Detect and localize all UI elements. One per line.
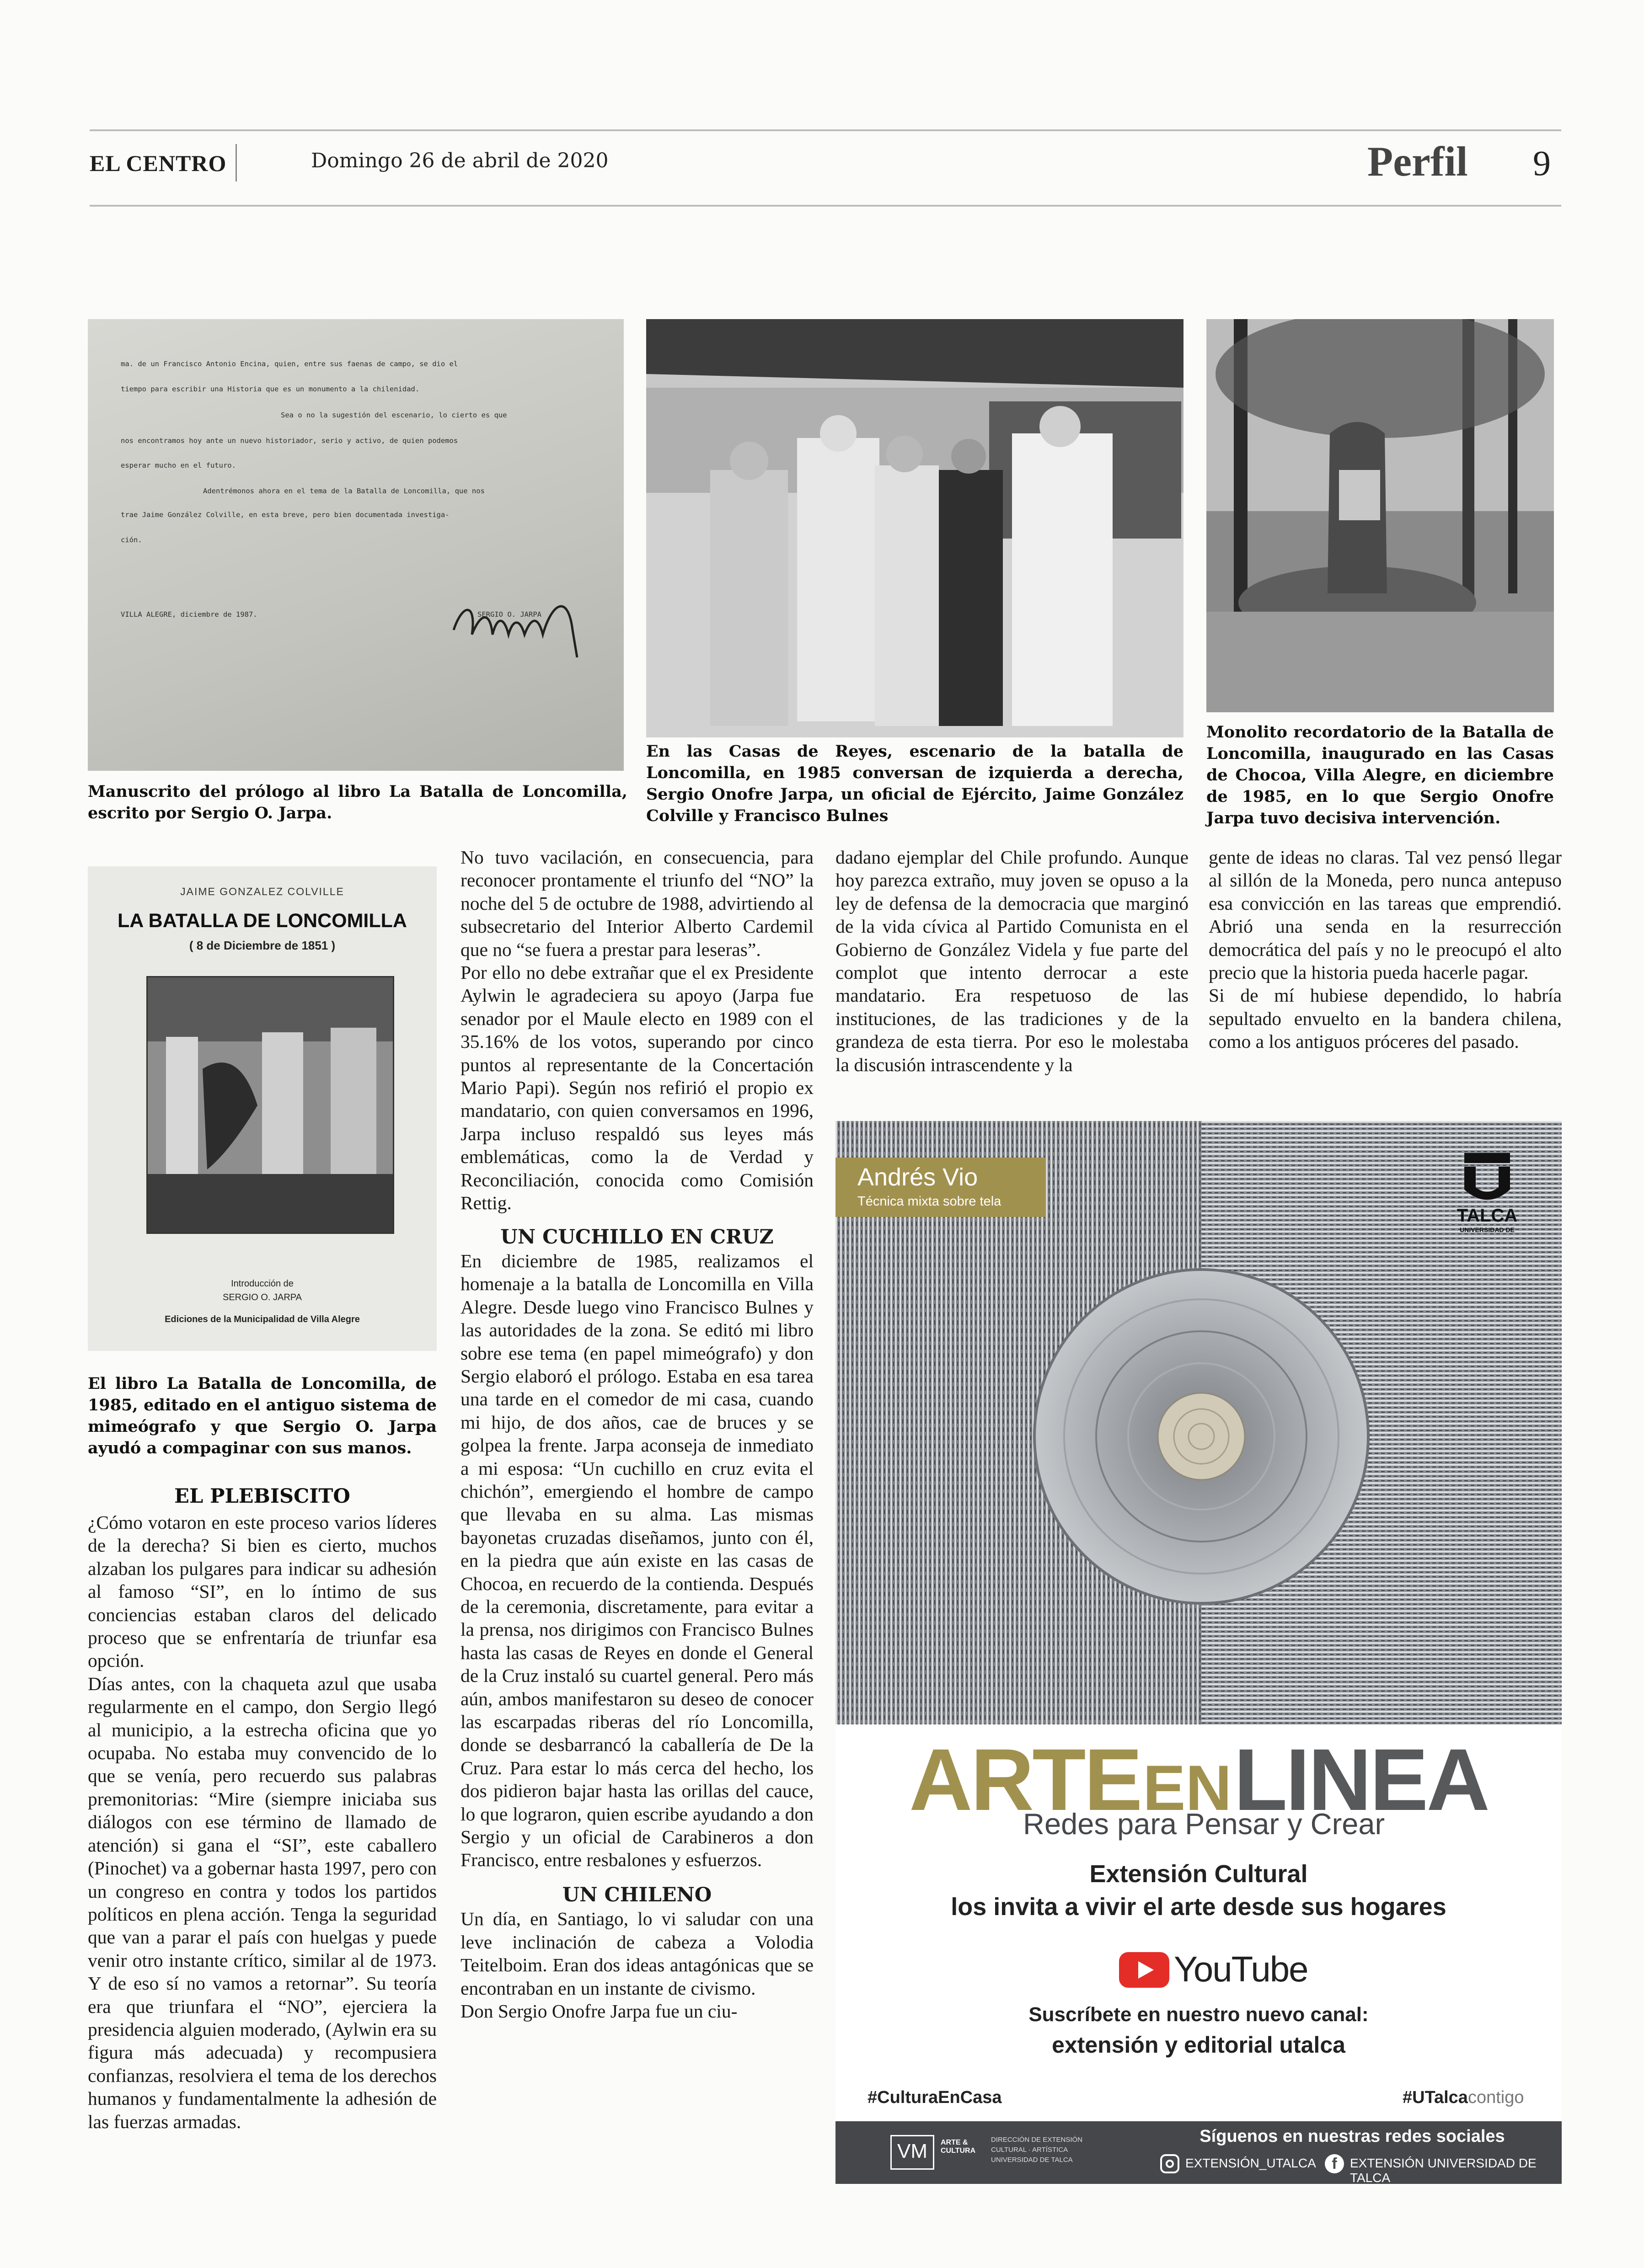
casas-reyes-caption: En las Casas de Reyes, escenario de la batalla de Loncomilla, en 1985 conversan de izquierda a derecha, Sergio Onofre Jarpa, un oficial de Ejército, Jaime González Colville y Francisco Bulnes	[646, 742, 1183, 825]
direccion-extension: DIRECCIÓN DE EXTENSIÓN CULTURAL · ARTÍSTICA UNIVERSIDAD DE TALCA	[991, 2136, 1083, 2164]
book-intro-author: SERGIO O. JARPA	[223, 1292, 302, 1302]
paragraph: Si de mí hubiese dependido, lo habría sepultado envuelto en la bandera chilena, como a los antiguos próceres del pasado.	[1209, 985, 1562, 1052]
manuscript-line: Sea o no la sugestión del escenario, lo cierto es que	[281, 411, 507, 419]
heading-un-chileno: UN CHILENO	[562, 1883, 712, 1906]
manuscript-line: trae Jaime González Colville, en esta breve, pero bien documentada investiga-	[121, 511, 450, 519]
utalca-logo-text: TALCA	[1457, 1206, 1518, 1226]
utalca-u-icon	[1448, 1153, 1526, 1203]
book-intro-label: Introducción de	[231, 1279, 294, 1289]
paragraph: gente de ideas no claras. Tal vez pensó llegar al sillón de la Moneda, pero nunca antepuso esa convicción en las tareas que emprendió. Abrió una senda en la resurrección democrática del país y no le preocupó el alto precio que la historia pueda hacerle pagar.	[1209, 847, 1562, 983]
monolito-caption: Monolito recordatorio de la Batalla de Loncomilla, inaugurado en las Casas de Chocoa, Villa Alegre, en diciembre de 1985, en lo que Sergio Onofre Jarpa tuvo decisiva intervención.	[1206, 723, 1554, 827]
youtube-icon[interactable]	[1119, 1952, 1169, 1988]
subscribe-line-1: Suscríbete en nuestro nuevo canal:	[1028, 2003, 1369, 2026]
instagram-handle[interactable]: EXTENSIÓN_UTALCA	[1185, 2156, 1316, 2170]
instagram-icon[interactable]	[1160, 2154, 1179, 2173]
hashtag-contigo: contigo	[1467, 2088, 1524, 2107]
vm-logo	[890, 2135, 934, 2170]
manuscript-line: tiempo para escribir una Historia que es un monumento a la chilenidad.	[121, 385, 420, 393]
artist-technique: Técnica mixta sobre tela	[857, 1194, 1001, 1209]
casas-reyes-photo	[646, 319, 1183, 737]
book-author: JAIME GONZALEZ COLVILLE	[180, 886, 344, 897]
facebook-handle[interactable]: EXTENSIÓN UNIVERSIDAD DE TALCA	[1350, 2156, 1537, 2185]
book-cover-illustration	[146, 976, 394, 1234]
issue-date: Domingo 26 de abril de 2020	[311, 149, 609, 172]
utalca-logo	[1448, 1153, 1526, 1244]
ad-title-en: EN	[1143, 1752, 1232, 1824]
header-separator	[236, 144, 237, 181]
manuscript-line: nos encontramos hoy ante un nuevo historiador, serio y activo, de quien podemos	[121, 437, 458, 445]
manuscript-line: esperar mucho en el futuro.	[121, 461, 236, 470]
youtube-label[interactable]: YouTube	[1174, 1949, 1308, 1989]
ad-extension-1: Extensión Cultural	[1089, 1860, 1308, 1888]
ad-subtitle: Redes para Pensar y Crear	[1023, 1807, 1385, 1841]
hashtag-cultura-en-casa: #CulturaEnCasa	[868, 2088, 1002, 2107]
arte-en-linea-ad	[835, 1121, 1562, 2184]
manuscript-line: ma. de un Francisco Antonio Encina, quien, entre sus faenas de campo, se dio el	[121, 360, 458, 368]
ad-extension-2: los invita a vivir el arte desde sus hogares	[951, 1893, 1446, 1921]
manuscript-line: SERGIO O. JARPA	[477, 610, 541, 619]
hashtag-utalca: #UTalca	[1403, 2088, 1468, 2107]
heading-un-cuchillo-en-cruz: UN CUCHILLO EN CRUZ	[500, 1225, 774, 1249]
arte-cultura-logo: ARTE & CULTURA	[941, 2139, 976, 2155]
book-date: ( 8 de Diciembre de 1851 )	[189, 939, 336, 952]
paragraph: Por ello no debe extrañar que el ex Presidente Aylwin le agradeciera su apoyo (Jarpa fue senador por el Maule electo en 1989 con el 35.16% de los votos, superando por cinco puntos al representante de la Concertación Mario Papi). Según nos refirió el propio ex mandatario, con quien conversamos en 1996, Jarpa incluso respaldó sus leyes más emblemáticas, como la de Verdad y Reconciliación, conocida como Comisión Rettig.	[461, 962, 814, 1214]
follow-us-text: Síguenos en nuestras redes sociales	[1200, 2127, 1505, 2146]
paragraph: Días antes, con la chaqueta azul que usaba regularmente en el campo, don Sergio llegó al municipio, a la estrecha oficina que yo ocupaba. No estaba muy convencido de lo que se venía, pero recuerdo sus palabras premonitorias: “Mire (siempre iniciaba sus diálogos con ese término de llamado de atención) si gana el “SI”, este caballero (Pinochet) va a gobernar hasta 1997, pero con un congreso en contra y todos los partidos políticos en plena acción. Tenga la seguridad que van a parar el país con huelgas y puede venir otro instante crítico, similar al de 1973. Y de eso sí no vamos a retornar”. Su teoría era que triunfara el “NO”, ejerciera la presidencia alguien moderado, (Aylwin era su figura más adecuada) y recompusiera confianzas, resolviera el tema de los derechos humanos y fundamentalmente la adhesión de las fuerzas armadas.	[88, 1673, 437, 2132]
top-rule	[90, 129, 1561, 131]
signature-image	[435, 575, 600, 667]
article-column-4	[1209, 846, 1562, 1053]
article-column-1	[88, 1511, 437, 2133]
paragraph: ¿Cómo votaron en este proceso varios líderes de la derecha? Si bien es cierto, muchos alzaban los pulgares para indicar su adhesión al famoso “SI”, en lo íntimo de sus conciencias estaban claros del delicado proceso que se enfrentaría de triunfar esa opción.	[88, 1512, 437, 1671]
book-title: LA BATALLA DE LONCOMILLA	[118, 910, 407, 932]
artist-name: Andrés Vio	[857, 1163, 978, 1191]
manuscript-line: ción.	[121, 536, 142, 544]
book-publisher: Ediciones de la Municipalidad de Villa Alegre	[165, 1314, 360, 1324]
paragraph: Un día, en Santiago, lo vi saludar con una leve inclinación de cabeza a Volodia Teitelboim. Eran dos ideas antagónicas que se encontraban en un instante de civismo.	[461, 1908, 814, 1999]
paragraph: No tuvo vacilación, en consecuencia, para reconocer prontamente el triunfo del “NO” la noche del 5 de octubre de 1988, advirtiendo al subsecretario del Interior Alberto Cardemil que no “se fuera a prestar para leseras”.	[461, 847, 814, 960]
manuscript-caption: Manuscrito del prólogo al libro La Batalla de Loncomilla, escrito por Sergio O. Jarpa.	[88, 782, 627, 822]
newspaper-name: EL CENTRO	[90, 150, 227, 176]
vm-logo-text: VM	[897, 2140, 927, 2162]
facebook-icon[interactable]: f	[1325, 2154, 1344, 2173]
ad-title-arte: ARTE	[909, 1730, 1141, 1829]
hashtag-utalca-contigo	[1403, 2088, 1524, 2108]
section-title: Perfil	[1367, 138, 1468, 185]
paragraph: dadano ejemplar del Chile profundo. Aunque hoy parezca extraño, muy joven se opuso a la ley de defensa de la democracia que marginó de la vida cívica al Partido Comunista en el Gobierno de González Videla y fue parte del complot que intento derrocar a este mandatario. Era respetuoso de las instituciones, de las tradiciones y de la grandeza de esta tierra. Por eso le molestaba la discusión intrascendente y la	[835, 847, 1189, 1075]
subscribe-line-2: extensión y editorial utalca	[1052, 2032, 1345, 2058]
ad-footer	[835, 2121, 1562, 2184]
header-bottom-rule	[90, 205, 1561, 207]
manuscript-line: VILLA ALEGRE, diciembre de 1987.	[121, 610, 257, 619]
heading-el-plebiscito: EL PLEBISCITO	[174, 1485, 350, 1508]
manuscript-photo	[88, 319, 624, 771]
article-column-2	[461, 846, 814, 2023]
ad-title-linea: LINEA	[1234, 1730, 1489, 1829]
artist-label	[835, 1158, 1046, 1217]
paragraph: Don Sergio Onofre Jarpa fue un ciu-	[461, 2000, 738, 2022]
page-number: 9	[1533, 143, 1551, 183]
manuscript-line: Adentrémonos ahora en el tema de la Batalla de Loncomilla, que nos	[203, 487, 485, 495]
book-cover-photo	[88, 866, 437, 1351]
utalca-logo-sub: UNIVERSIDAD DE	[1460, 1226, 1515, 1233]
paragraph: En diciembre de 1985, realizamos el homenaje a la batalla de Loncomilla en Villa Alegre. Desde luego vino Francisco Bulnes y las autoridades de la zona. Se editó mi libro sobre ese tema (en papel mimeógrafo) y don Sergio elaboró el prólogo. Estaba en esa tarea una tarde en el comedor de mi casa, cuando mi hijo, de dos años, cae de bruces y se golpea la frente. Jarpa aconseja de inmediato a mi esposa: “Un cuchillo en cruz evita el chichón”, emergiendo el hombre de campo que llevaba en su alma. Las mismas bayonetas cruzadas diseñamos, junto con él, en la piedra que aún existe en las casas de Chocoa, en recuerdo de la contienda. Después de la ceremonia, discretamente, para evitar a la prensa, nos dirigimos con Francisco Bulnes hasta las casas de Reyes en donde el General de la Cruz instaló su cuartel general. Pero más aún, ambos manifestaron su deseo de conocer las escarpadas riberas del río Loncomilla, donde se desbarrancó la caballería de De la Cruz. Para estar lo más cerca del hecho, los dos pidieron bajar hasta las orillas del cauce, lo que lograron, quien escribe ayudando a don Sergio y un oficial de Carabineros a don Francisco, entre resbalones y esfuerzos.	[461, 1250, 814, 1871]
monolito-photo	[1206, 319, 1554, 712]
article-column-3	[835, 846, 1189, 1076]
book-caption: El libro La Batalla de Loncomilla, de 1985, editado en el antiguo sistema de mimeógrafo y que Sergio O. Jarpa ayudó a compaginar con sus manos.	[88, 1374, 437, 1457]
